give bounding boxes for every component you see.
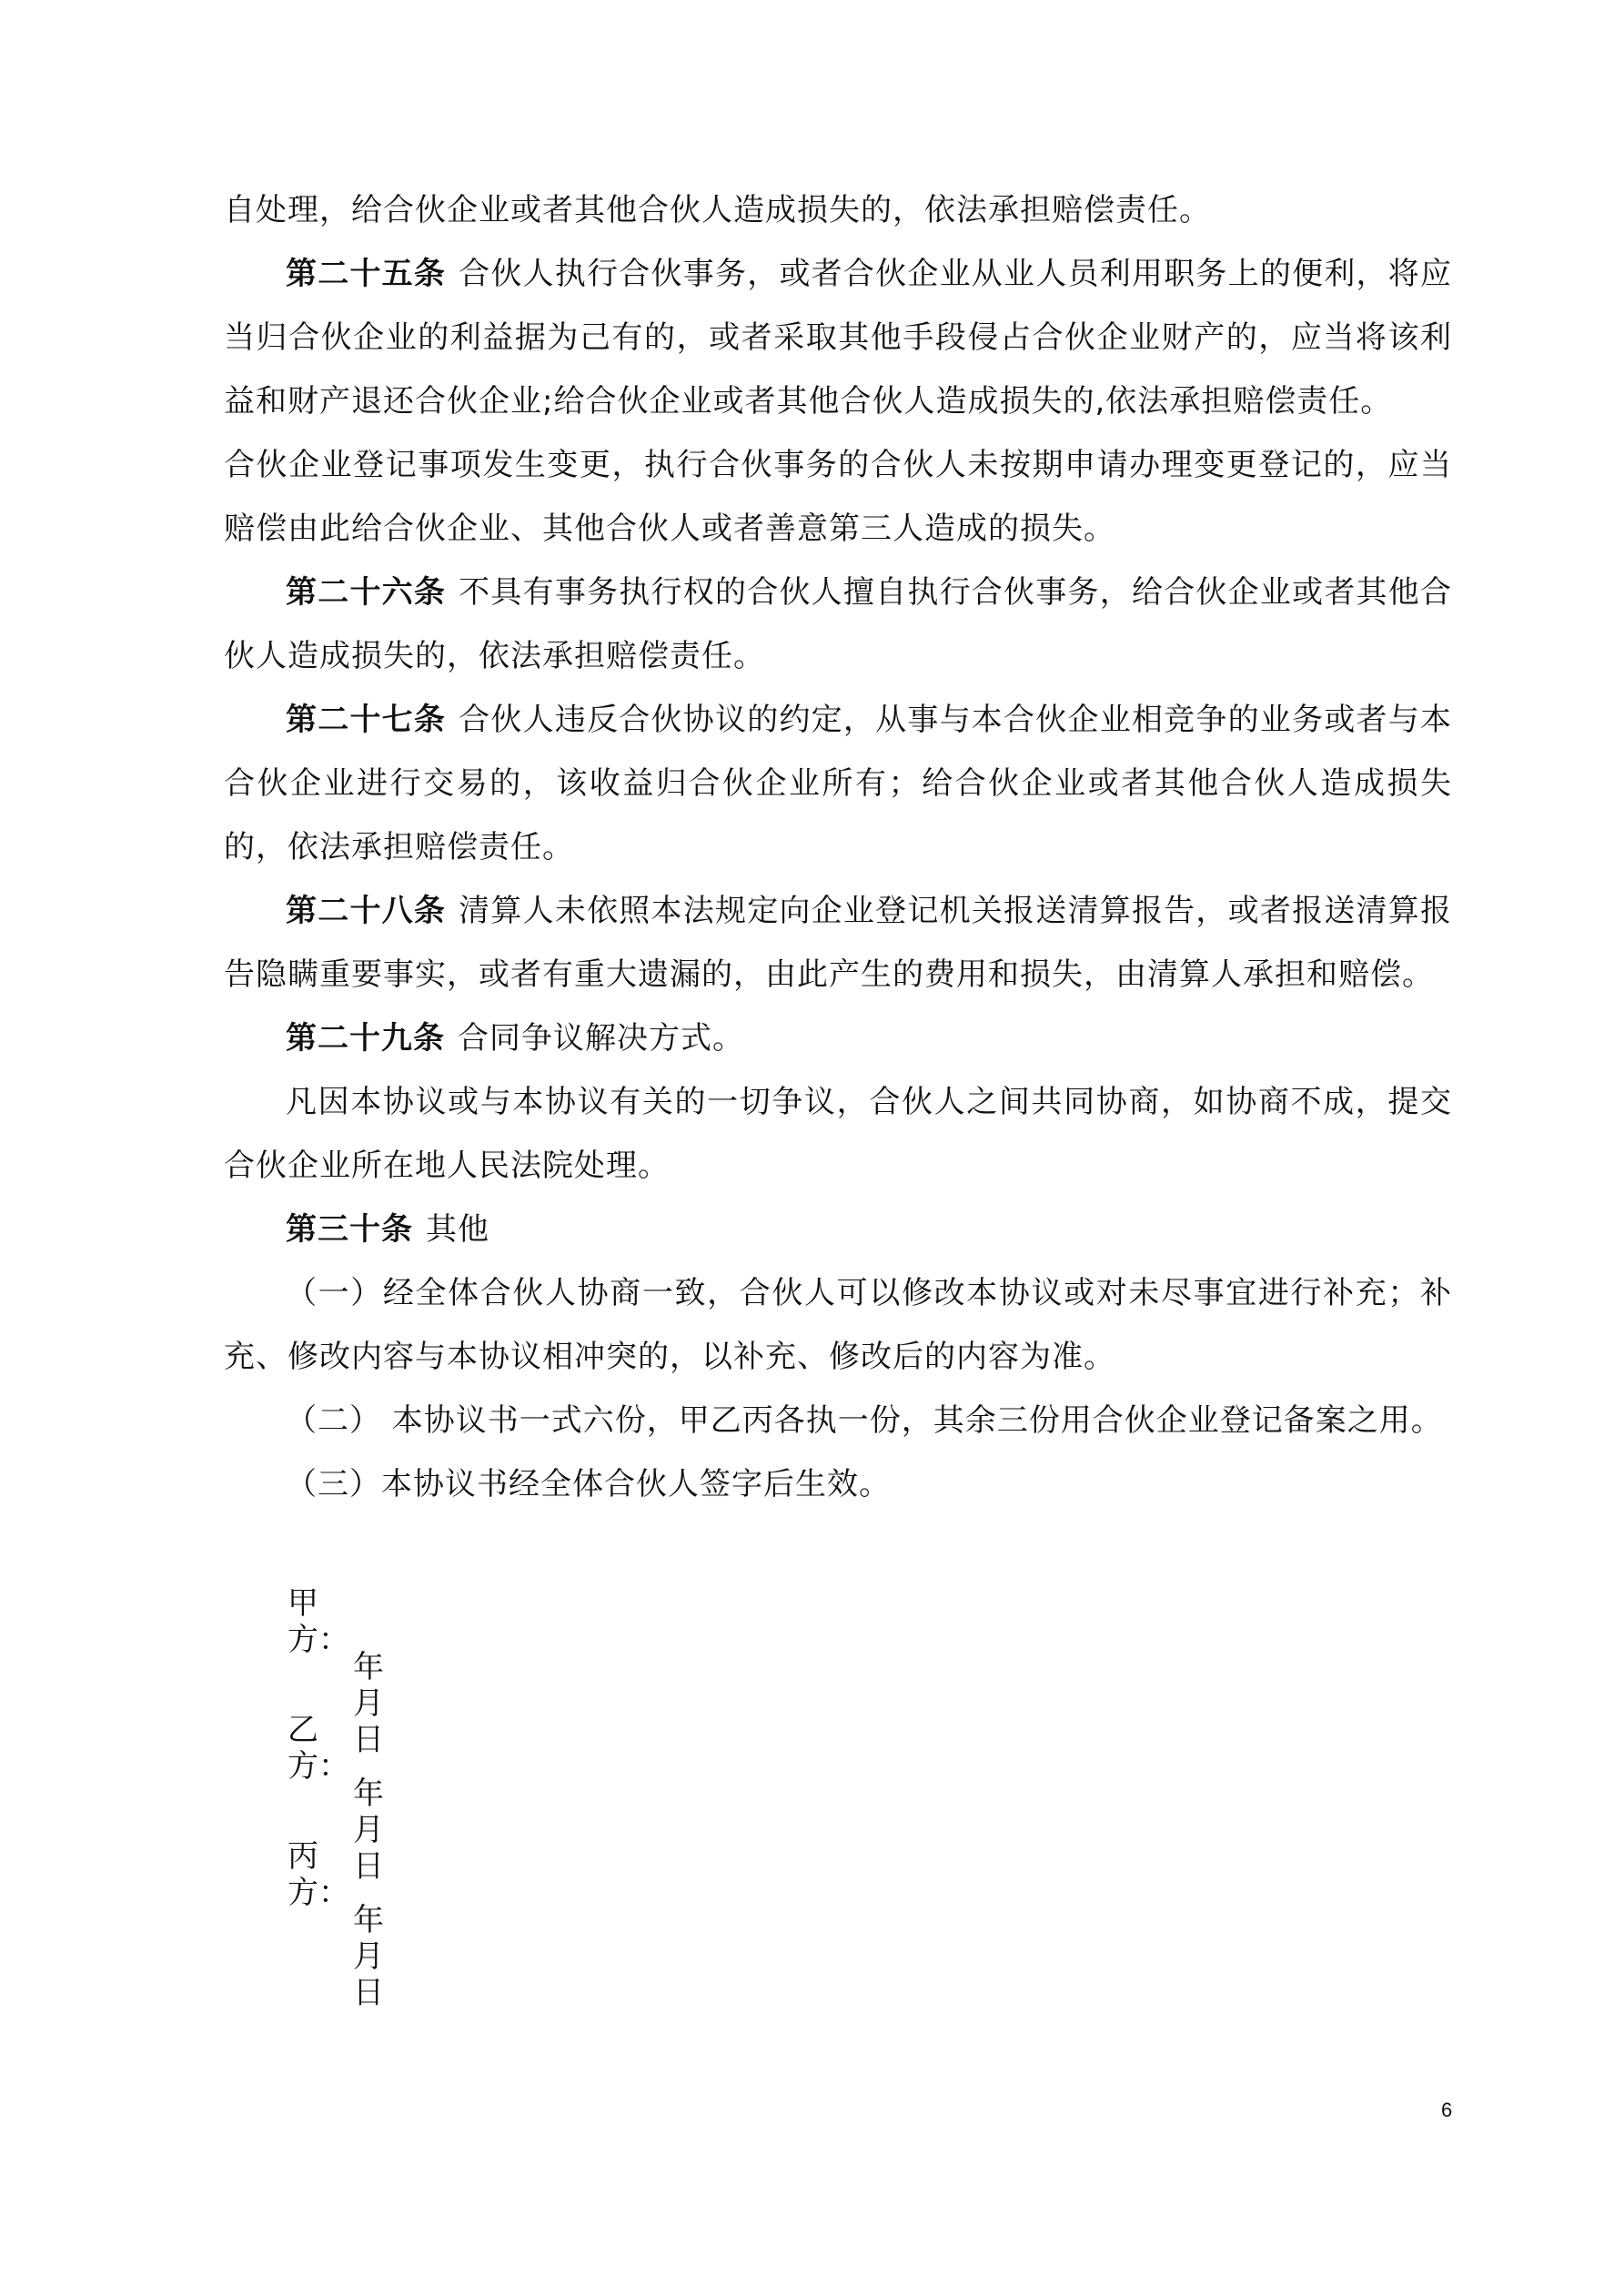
article-number: 第二十六条 xyxy=(286,574,447,611)
paragraph xyxy=(224,1389,1452,1452)
paragraph xyxy=(224,178,1452,242)
paragraph xyxy=(224,433,1452,561)
paragraph xyxy=(224,1452,1452,1516)
paragraph xyxy=(224,1006,1452,1070)
paragraph-text: 合同争议解决方式。 xyxy=(458,1020,744,1057)
date-day: 日 xyxy=(353,1975,384,2011)
article-number: 第二十七条 xyxy=(286,702,447,738)
paragraph-text: 合伙企业登记事项发生变更，执行合伙事务的合伙人未按期申请办理变更登记的，应当赔偿由此给合伙企业、其他合伙人或者善意第三人造成的损失。 xyxy=(224,447,1452,547)
paragraph-text: （一）经全体合伙人协商一致，合伙人可以修改本协议或对未尽事宜进行补充；补充、修改内容与本协议相冲突的，以补充、修改后的内容为准。 xyxy=(224,1275,1452,1375)
article-number: 第二十五条 xyxy=(286,256,447,292)
date-month: 月 xyxy=(353,1938,384,1975)
document-body xyxy=(224,178,1452,1516)
date-year: 年 xyxy=(353,1649,384,1685)
paragraph xyxy=(224,879,1452,1006)
signature-party-label: 丙方： xyxy=(287,1838,349,1911)
paragraph-text: 不具有事务执行权的合伙人擅自执行合伙事务，给合伙企业或者其他合伙人造成损失的，依法承担赔偿责任。 xyxy=(224,574,1453,674)
paragraph xyxy=(224,688,1452,879)
date-month: 月 xyxy=(353,1812,384,1848)
paragraph-text: 其他 xyxy=(426,1211,489,1248)
paragraph-text: 凡因本协议或与本协议有关的一切争议，合伙人之间共同协商，如协商不成，提交合伙企业所在地人民法院处理。 xyxy=(224,1084,1452,1184)
article-number: 第三十条 xyxy=(286,1211,413,1248)
signature-party-label: 乙方： xyxy=(287,1712,349,1785)
paragraph-text: 清算人未依照本法规定向企业登记机关报送清算报告，或者报送清算报告隐瞒重要事实，或者有重大遗漏的，由此产生的费用和损失，由清算人承担和赔偿。 xyxy=(224,893,1453,993)
paragraph-text: 自处理，给合伙企业或者其他合伙人造成损失的，依法承担赔偿责任。 xyxy=(224,192,1211,228)
paragraph xyxy=(224,1198,1452,1261)
signature-date xyxy=(353,1902,433,2011)
paragraph xyxy=(224,1070,1452,1198)
date-month: 月 xyxy=(353,1685,384,1722)
page-number: 6 xyxy=(1441,2099,1453,2121)
signature-date xyxy=(353,1775,433,1885)
paragraph xyxy=(224,1261,1452,1389)
paragraph-text: 合伙人违反合伙协议的约定，从事与本合伙企业相竞争的业务或者与本合伙企业进行交易的，该收益归合伙企业所有；给合伙企业或者其他合伙人造成损失的，依法承担赔偿责任。 xyxy=(224,702,1453,865)
paragraph-text: 合伙人执行合伙事务，或者合伙企业从业人员利用职务上的便利，将应当归合伙企业的利益据为己有的，或者采取其他手段侵占合伙企业财产的，应当将该利益和财产退还合伙企业;给合伙企业或者其他合伙人造成损失的,依法承担赔偿责任。 xyxy=(224,256,1453,420)
article-number: 第二十八条 xyxy=(286,893,447,929)
paragraph-text: （二） 本协议书一式六份，甲乙丙各执一份，其余三份用合伙企业登记备案之用。 xyxy=(286,1402,1443,1439)
paragraph xyxy=(224,561,1452,688)
paragraph-text: （三）本协议书经全体合伙人签字后生效。 xyxy=(286,1466,891,1502)
article-number: 第二十九条 xyxy=(286,1020,445,1057)
date-year: 年 xyxy=(353,1902,384,1938)
date-year: 年 xyxy=(353,1775,384,1812)
signature-date xyxy=(353,1649,433,1758)
signature-party-label: 甲方： xyxy=(287,1585,349,1658)
paragraph xyxy=(224,242,1452,433)
date-day: 日 xyxy=(353,1848,384,1885)
date-day: 日 xyxy=(353,1722,384,1758)
